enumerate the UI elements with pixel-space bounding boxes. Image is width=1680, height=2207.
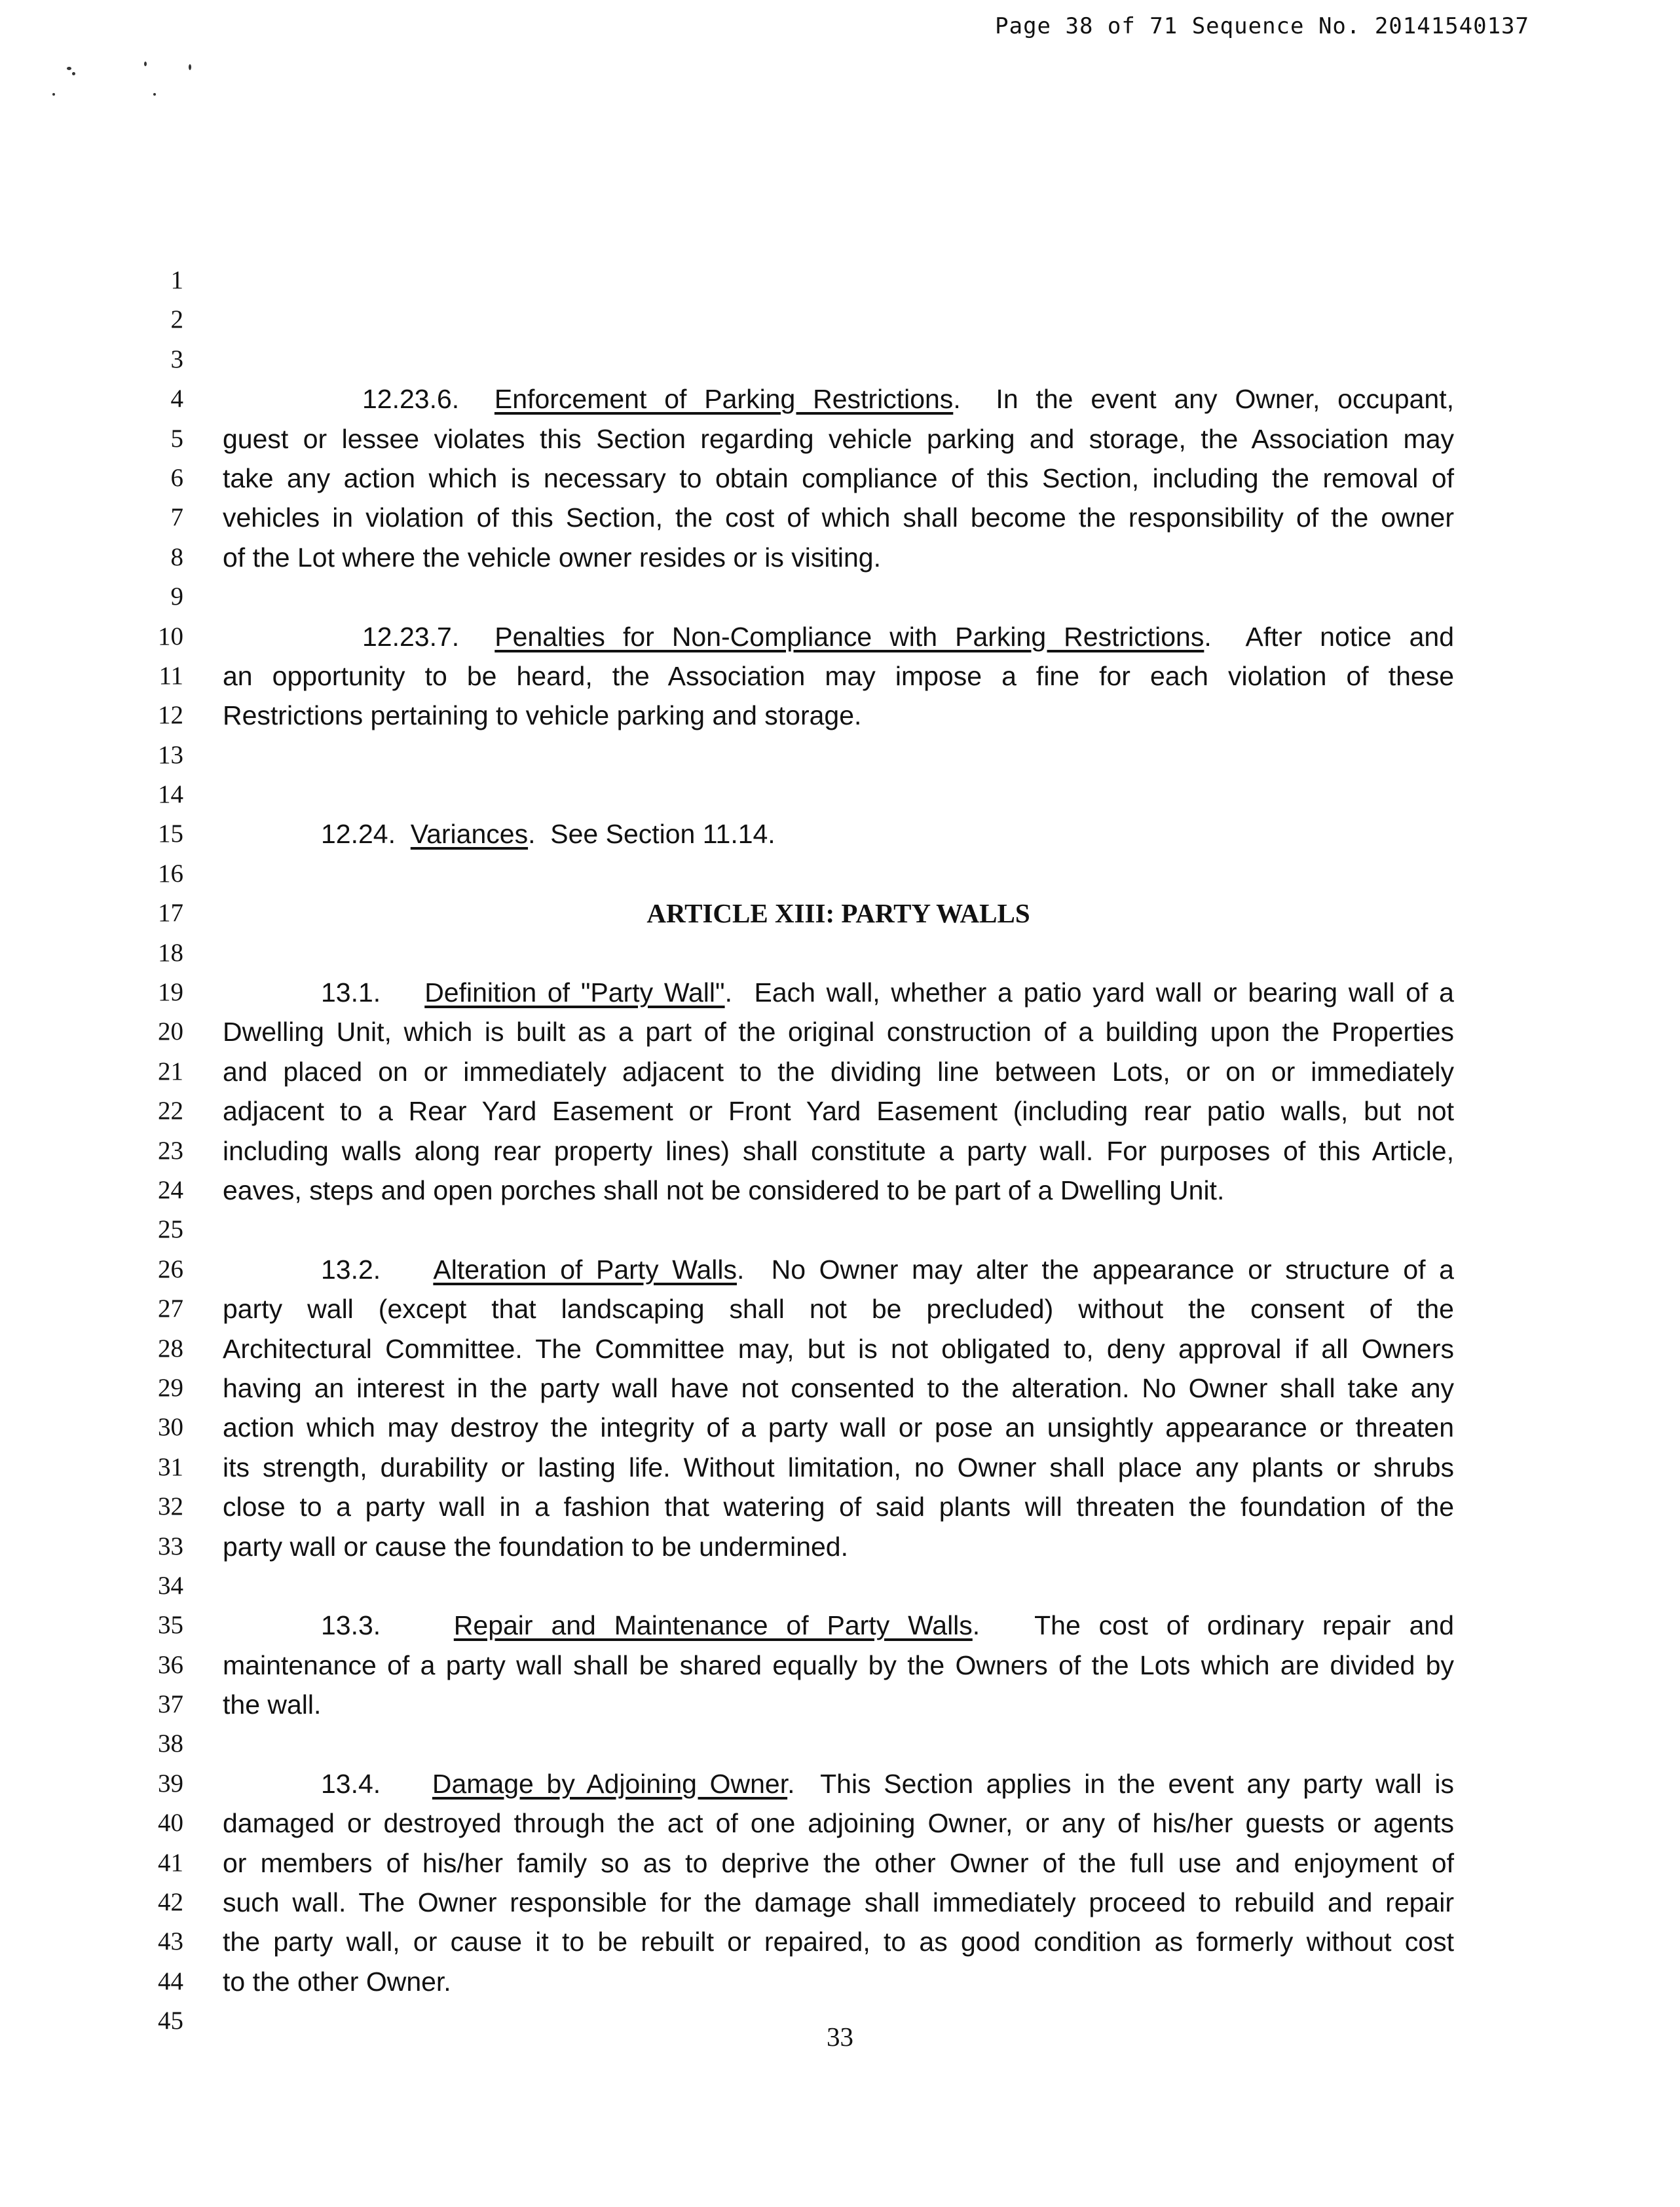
line-number: 32 [158, 1492, 183, 1521]
section-13-3-line-1: 13.3. Repair and Maintenance of Party Walls. The cost of ordinary repair and [321, 1610, 1454, 1641]
section-title: Variances [410, 819, 529, 850]
section-title: Enforcement of Parking Restrictions [494, 384, 954, 415]
line-number: 45 [158, 2007, 183, 2035]
section-13-4-line-3: or members of his/her family so as to deprive the other Owner of the full use and enjoyment of [223, 1847, 1454, 1878]
section-13-3-line-3: the wall. [223, 1689, 322, 1720]
line-number: 19 [158, 978, 183, 1007]
section-text: No Owner may alter the appearance or structure of a [771, 1254, 1454, 1285]
section-title: Repair and Maintenance of Party Walls [453, 1610, 973, 1641]
line-number: 42 [158, 1888, 183, 1917]
section-13-1-line-1: 13.1. Definition of "Party Wall". Each wall, whether a patio yard wall or bearing wall of a [321, 977, 1454, 1008]
line-number: 18 [158, 938, 183, 967]
line-number: 29 [158, 1373, 183, 1402]
section-13-4-line-5: the party wall, or cause it to be rebuilt or repaired, to as good condition as formerly without cost [223, 1927, 1454, 1957]
section-title: Definition of "Party Wall" [424, 977, 725, 1008]
line-number: 4 [170, 385, 183, 413]
line-number: 35 [158, 1611, 183, 1640]
line-number: 14 [158, 780, 183, 809]
section-13-4-line-4: such wall. The Owner responsible for the damage shall immediately proceed to rebuild and repair [223, 1887, 1454, 1918]
section-12-23-7-line-1: 12.23.7. Penalties for Non-Compliance with Parking Restrictions. After notice and [362, 621, 1454, 652]
section-number: 12.24. [321, 819, 396, 850]
page-number: 33 [827, 2022, 853, 2052]
section-13-1-line-4: adjacent to a Rear Yard Easement or Front Yard Easement (including rear patio walls, but not [223, 1096, 1454, 1127]
section-13-1-line-5: including walls along rear property lines) shall constitute a party wall. For purposes of this Article, [223, 1135, 1454, 1166]
section-13-3-line-2: maintenance of a party wall shall be shared equally by the Owners of the Lots which are divided by [223, 1650, 1454, 1680]
line-number: 43 [158, 1927, 183, 1956]
section-12-23-6-line-2: guest or lessee violates this Section regarding vehicle parking and storage, the Association may [223, 423, 1454, 454]
section-text: See Section 11.14. [550, 819, 775, 850]
section-number: 13.3. [321, 1610, 381, 1641]
section-text: After notice and [1245, 621, 1454, 652]
section-13-2-line-1: 13.2. Alteration of Party Walls. No Owner may alter the appearance or structure of a [321, 1254, 1454, 1285]
line-number: 37 [158, 1690, 183, 1719]
section-13-2-line-5: action which may destroy the integrity of a party wall or pose an unsightly appearance or threaten [223, 1412, 1454, 1443]
line-number: 9 [170, 582, 183, 611]
line-number: 1 [170, 266, 183, 294]
section-12-24-line-1: 12.24. Variances. See Section 11.14. [321, 819, 775, 850]
line-number: 40 [158, 1809, 183, 1838]
line-number: 20 [158, 1017, 183, 1046]
line-number: 13 [158, 740, 183, 769]
line-number: 44 [158, 1967, 183, 1995]
line-number: 28 [158, 1334, 183, 1363]
line-number: 38 [158, 1729, 183, 1758]
section-number: 13.4. [321, 1768, 381, 1799]
section-13-2-line-4: having an interest in the party wall have not consented to the alteration. No Owner shall take any [223, 1372, 1454, 1403]
document-body [223, 261, 1454, 2041]
line-number: 5 [170, 424, 183, 453]
section-13-2-line-6: its strength, durability or lasting life. Without limitation, no Owner shall place any plants or shrubs [223, 1452, 1454, 1482]
line-number: 11 [159, 661, 183, 690]
line-number: 3 [170, 345, 183, 373]
section-12-23-7-line-2: an opportunity to be heard, the Association may impose a fine for each violation of these [223, 660, 1454, 691]
section-12-23-6-line-1: 12.23.6. Enforcement of Parking Restrictions. In the event any Owner, occupant, [362, 384, 1454, 415]
section-text: This Section applies in the event any party wall is [820, 1768, 1454, 1799]
section-title: Penalties for Non-Compliance with Parking Restrictions [495, 621, 1204, 652]
line-number: 36 [158, 1650, 183, 1679]
page-sequence-header: Page 38 of 71 Sequence No. 20141540137 [995, 13, 1529, 39]
line-number: 27 [158, 1294, 183, 1323]
section-title: Damage by Adjoining Owner [432, 1768, 788, 1799]
section-13-2-line-7: close to a party wall in a fashion that watering of said plants will threaten the foundation of the [223, 1492, 1454, 1522]
section-13-1-line-2: Dwelling Unit, which is built as a part of the original construction of a building upon the Properties [223, 1017, 1454, 1047]
section-12-23-6-line-5: of the Lot where the vehicle owner resides or is visiting. [223, 542, 882, 573]
section-13-2-line-8: party wall or cause the foundation to be undermined. [223, 1531, 848, 1562]
article-title: ARTICLE XIII: PARTY WALLS [646, 898, 1030, 929]
section-title: Alteration of Party Walls [433, 1254, 737, 1285]
section-13-4-line-6: to the other Owner. [223, 1966, 451, 1997]
line-number: 21 [158, 1057, 183, 1085]
section-text: Each wall, whether a patio yard wall or bearing wall of a [754, 977, 1454, 1008]
line-number: 39 [158, 1769, 183, 1798]
line-number: 22 [158, 1097, 183, 1125]
section-13-4-line-2: damaged or destroyed through the act of one adjoining Owner, or any of his/her guests or agents [223, 1808, 1454, 1839]
section-12-23-7-line-3: Restrictions pertaining to vehicle parking and storage. [223, 700, 862, 731]
section-13-1-line-6: eaves, steps and open porches shall not be considered to be part of a Dwelling Unit. [223, 1175, 1225, 1205]
section-12-23-6-line-4: vehicles in violation of this Section, the cost of which shall become the responsibility of the owner [223, 502, 1454, 533]
section-text: The cost of ordinary repair and [1034, 1610, 1454, 1641]
line-number: 25 [158, 1215, 183, 1244]
section-13-2-line-3: Architectural Committee. The Committee may, but is not obligated to, deny approval if all Owners [223, 1333, 1454, 1364]
line-number: 17 [158, 899, 183, 928]
line-number: 34 [158, 1571, 183, 1600]
line-number: 12 [158, 701, 183, 730]
line-number: 26 [158, 1254, 183, 1283]
line-number: 23 [158, 1136, 183, 1165]
line-number: 41 [158, 1848, 183, 1877]
line-number: 2 [170, 305, 183, 334]
line-number: 15 [158, 820, 183, 848]
line-number: 31 [158, 1452, 183, 1481]
line-number-column [138, 261, 183, 2041]
section-13-1-line-3: and placed on or immediately adjacent to the dividing line between Lots, or on or immediately [223, 1056, 1454, 1087]
section-13-2-line-2: party wall (except that landscaping shall not be precluded) without the consent of the [223, 1294, 1454, 1325]
line-number: 16 [158, 859, 183, 888]
section-text: In the event any Owner, occupant, [996, 384, 1454, 415]
line-number: 10 [158, 622, 183, 651]
section-number: 13.2. [321, 1254, 381, 1285]
line-number: 33 [158, 1532, 183, 1560]
section-number: 13.1. [321, 977, 381, 1008]
section-13-4-line-1: 13.4. Damage by Adjoining Owner. This Section applies in the event any party wall is [321, 1768, 1454, 1799]
line-number: 8 [170, 542, 183, 571]
line-number: 6 [170, 463, 183, 492]
line-number: 30 [158, 1413, 183, 1442]
section-number: 12.23.6. [362, 384, 460, 415]
line-number: 24 [158, 1175, 183, 1204]
section-number: 12.23.7. [362, 621, 460, 652]
line-number: 7 [170, 503, 183, 532]
section-12-23-6-line-3: take any action which is necessary to obtain compliance of this Section, including the removal of [223, 462, 1454, 493]
